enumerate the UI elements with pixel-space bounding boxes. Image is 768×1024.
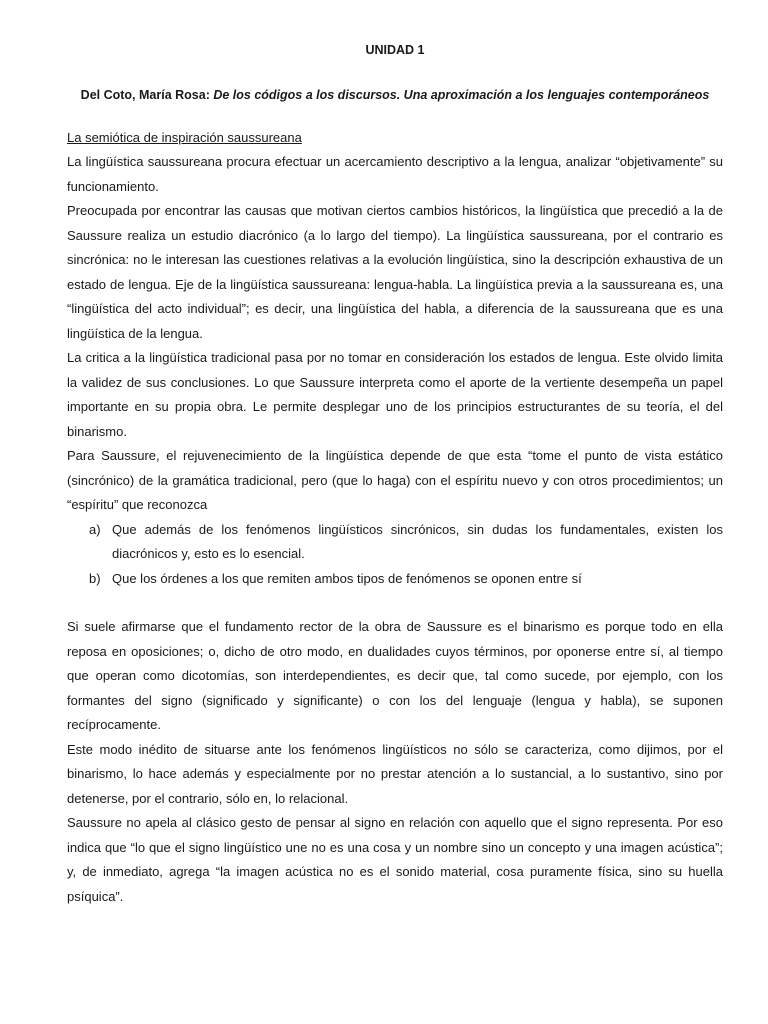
paragraph: Para Saussure, el rejuvenecimiento de la lingüística depende de que esta “tome el punto de vista estático (sincrónico) de la gramática tradicional, pero (que lo haga) con el espíritu nuevo y con otros procedimientos; un “espíritu” que reconozca xyxy=(67,448,723,512)
bibliographic-reference xyxy=(67,83,723,108)
paragraph: La critica a la lingüística tradicional pasa por no tomar en consideración los estados de lengua. Este olvido limita la validez de sus conclusiones. Lo que Saussure interpreta como el aporte de la vertiente desempeña un papel importante en su propia obra. Le permite desplegar uno de los principios estructurantes de su teoría, el del binarismo. xyxy=(67,350,723,439)
criteria-list xyxy=(67,518,723,592)
list-item-text: Que los órdenes a los que remiten ambos tipos de fenómenos se oponen entre sí xyxy=(112,570,582,586)
section-heading: La semiótica de inspiración saussureana xyxy=(67,129,302,145)
reference-work-title: De los códigos a los discursos. Una aproximación a los lenguajes contemporáneos xyxy=(213,88,710,102)
blank-line xyxy=(67,591,723,615)
paragraph: Este modo inédito de situarse ante los fenómenos lingüísticos no sólo se caracteriza, como dijimos, por el binarismo, lo hace además y especialmente por no prestar atención a lo sustancial, a lo sustantivo, sino por detenerse, por el contrario, sólo en, lo relacional. xyxy=(67,741,723,806)
unit-title: UNIDAD 1 xyxy=(365,43,425,57)
list-item xyxy=(67,518,723,567)
list-item xyxy=(67,567,723,592)
list-item-text: Que además de los fenómenos lingüísticos sincrónicos, sin dudas los fundamentales, existen los diacrónicos y, esto es lo esencial. xyxy=(112,521,723,561)
paragraph: Preocupada por encontrar las causas que motivan ciertos cambios históricos, la lingüística que precedió a la de Saussure realiza un estudio diacrónico (a lo largo del tiempo). La lingüística saussureana, por el contrario es sincrónica: no le interesan las cuestiones relativas a la evolución lingüística, sino la descripción exhaustiva de un estado de lengua. Eje de la lingüística saussureana: lengua-habla. La lingüística previa a la saussureana es, una “lingüística del acto individual”; es decir, una lingüística del habla, a diferencia de la saussureana que es una lingüística de la lengua. xyxy=(67,203,723,341)
paragraph: La lingüística saussureana procura efectuar un acercamiento descriptivo a la lengua, analizar “objetivamente” su funcionamiento. xyxy=(67,154,723,194)
reference-author: Del Coto, María Rosa: xyxy=(80,88,210,102)
document-page xyxy=(67,38,723,909)
list-marker: a) xyxy=(89,521,101,537)
paragraph: Saussure no apela al clásico gesto de pensar al signo en relación con aquello que el signo representa. Por eso indica que “lo que el signo lingüístico une no es una cosa y un nombre sino un concepto y una imagen acústica”; y, de inmediato, agrega “la imagen acústica no es el sonido material, cosa puramente física, sino su huella psíquica”. xyxy=(67,815,723,904)
list-marker: b) xyxy=(89,570,101,586)
paragraph: Si suele afirmarse que el fundamento rector de la obra de Saussure es el binarismo es porque todo en ella reposa en oposiciones; o, dicho de otro modo, en dualidades cuyos términos, por oponerse entre sí, al tiempo que operan como dicotomías, son interdependientes, es decir que, tal como sucede, por ejemplo, con los formantes del signo (significado y significante) o con los del lenguaje (lengua y habla), se suponen recíprocamente. xyxy=(67,619,723,732)
